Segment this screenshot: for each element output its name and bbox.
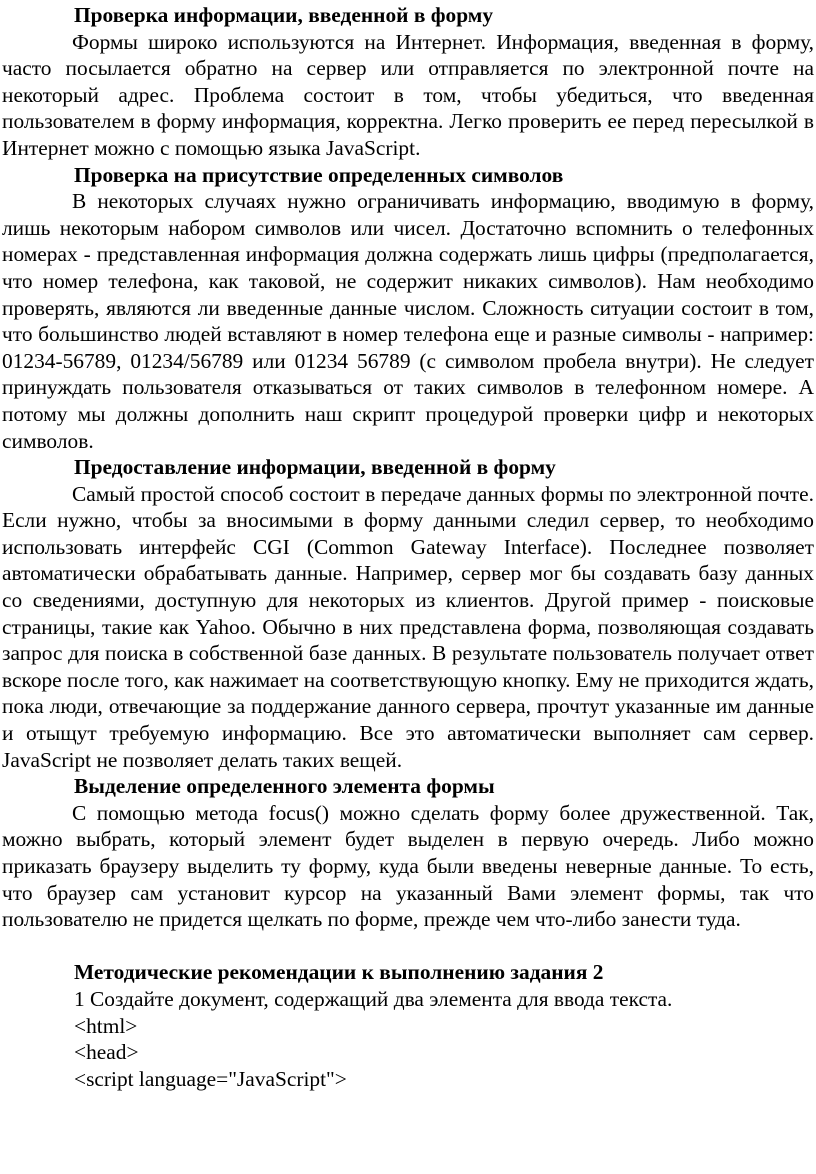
blank-line (2, 933, 814, 960)
section-text-form-submission: Самый простой способ состоит в передаче данных формы по электронной почте. Если нужно, чтобы за вносимыми в форму данными следил сервер, то необходимо использовать интерфейс CGI (Common Gateway Interface). Последнее позволяет автоматически обрабатывать данные. Например, сервер мог бы создавать базу данных со сведениями, доступную для некоторых из клиентов. Другой пример - поисковые страницы, такие как Yahoo. Обычно в них представлена форма, позволяющая создавать запрос для поиска в собственной базе данных. В результате пользователь получает ответ вскоре после того, как нажимает на соответствующую кнопку. Ему не приходится ждать, пока люди, отвечающие за поддержание данного сервера, прочтут указанные им данные и отыщут требуемую информацию. Все это автоматически выполняет сам сервер. JavaScript не позволяет делать таких вещей. (2, 481, 814, 772)
section-text-form-validation: Формы широко используются на Интернет. Информация, введенная в форму, часто посылается обратно на сервер или отправляется по электронной почте на некоторый адрес. Проблема состоит в том, чтобы убедиться, что введенная пользователем в форму информация, корректна. Легко проверить ее перед пересылкой в Интернет можно с помощью языка JavaScript. (2, 29, 814, 160)
section-heading-element-focus: Выделение определенного элемента формы (74, 774, 495, 799)
section-text-element-focus: С помощью метода focus() можно сделать форму более дружественной. Так, можно выбрать, который элемент будет выделен в первую очередь. Либо можно приказать браузеру выделить ту форму, куда были введены неверные данные. То есть, что браузер сам установит курсор на указанный Вами элемент формы, так что пользователю не придется щелкать по форме, прежде чем что-либо занести туда. (2, 800, 814, 932)
section-heading-form-submission: Предоставление информации, введенной в форму (74, 455, 556, 480)
recommendations-step: 1 Создайте документ, содержащий два элемента для ввода текста. (74, 986, 673, 1011)
recommendations-heading: Методические рекомендации к выполнению задания 2 (74, 960, 604, 985)
code-line: <script language="JavaScript"> (74, 1066, 347, 1091)
code-line: <head> (74, 1040, 139, 1065)
section-text-character-check: В некоторых случаях нужно ограничивать информацию, вводимую в форму, лишь некоторым набором символов или чисел. Достаточно вспомнить о телефонных номерах - представленная информация должна содержать лишь цифры (предполагается, что номер телефона, как таковой, не содержит никаких символов). Нам необходимо проверять, являются ли введенные данные числом. Сложность ситуации состоит в том, что большинство людей вставляют в номер телефона еще и разные символы - например: 01234-56789, 01234/56789 или 01234 56789 (с символом пробела внутри). Не следует принуждать пользователя отказываться от таких символов в телефонном номере. А потому мы должны дополнить наш скрипт процедурой проверки цифр и некоторых символов. (2, 189, 814, 453)
section-heading-form-validation: Проверка информации, введенной в форму (74, 3, 494, 27)
code-line: <html> (74, 1013, 138, 1038)
section-heading-character-check: Проверка на присутствие определенных символов (74, 162, 564, 187)
